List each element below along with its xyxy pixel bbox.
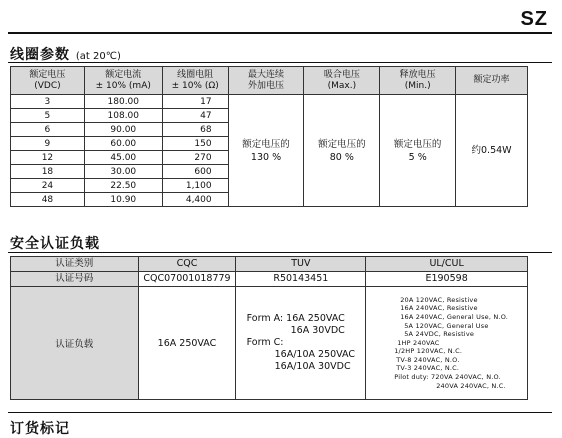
cqc-number: CQC07001018779 [138,272,236,287]
cell-current: 22.50 [84,179,162,193]
cell-resistance: 47 [162,109,228,123]
ul-number: E190598 [366,272,528,287]
cell-resistance: 4,400 [162,193,228,207]
cell-rated-power: 约0.54W [456,95,528,207]
col-header-rated-current: 额定电流 ± 10% (mA) [84,67,162,95]
col-header-cqc: CQC [138,257,236,272]
cert-section-title: 安全认证负载 [10,236,100,252]
col-header-pickup-voltage: 吸合电压 (Max.) [304,67,380,95]
cell-release-voltage: 额定电压的 5 % [380,95,456,207]
col-header-rated-voltage: 额定电压 (VDC) [11,67,85,95]
tuv-load: Form A: 16A 250VAC 16A 30VDC Form C: 16A/10A 250VAC 16A/10A 30VDC [236,287,366,400]
cell-pickup-voltage: 额定电压的 80 % [304,95,380,207]
cell-voltage: 3 [11,95,85,109]
cert-load-row [11,287,528,400]
table-row [11,95,528,109]
col-header-ul-cul: UL/CUL [366,257,528,272]
col-header-coil-resistance: 线圈电阻 ± 10% (Ω) [162,67,228,95]
cell-current: 180.00 [84,95,162,109]
cell-resistance: 150 [162,137,228,151]
cell-resistance: 68 [162,123,228,137]
ordering-section-title: 订货标记 [10,421,70,437]
cell-voltage: 24 [11,179,85,193]
cell-voltage: 9 [11,137,85,151]
coil-header-row [11,67,528,95]
model-code: SZ [520,8,548,30]
certification-table [10,256,528,400]
cell-resistance: 17 [162,95,228,109]
coil-parameters-table [10,66,528,207]
coil-title-text: 线圈参数 [10,47,70,63]
cell-resistance: 270 [162,151,228,165]
cell-voltage: 18 [11,165,85,179]
cell-current: 45.00 [84,151,162,165]
cert-section-divider [8,252,552,253]
ul-load: 20A 120VAC, Resistive 16A 240VAC, Resistive 16A 240VAC, General Use, N.O. 5A 120VAC, General Use 5A 24VDC, Resistive 1HP 240VAC 1/2HP 120VAC, N.C. TV-8 240VAC, N.O. TV-3 240VAC, N.C. Pilot duty: 720VA 240VAC, N.O. 240VA 240VAC, N.C. [366,287,528,400]
cell-current: 60.00 [84,137,162,151]
cqc-load: 16A 250VAC [138,287,236,400]
row-label-cert-type: 认证类别 [11,257,139,272]
cell-voltage: 48 [11,193,85,207]
row-label-cert-number: 认证号码 [11,272,139,287]
tuv-number: R50143451 [236,272,366,287]
cell-current: 30.00 [84,165,162,179]
cell-max-voltage: 额定电压的 130 % [228,95,304,207]
next-section-divider [8,412,552,413]
col-header-rated-power: 额定功率 [456,67,528,95]
col-header-release-voltage: 释放电压 (Min.) [380,67,456,95]
top-divider [8,32,552,34]
cell-resistance: 1,100 [162,179,228,193]
coil-title-condition: (at 20℃) [75,51,121,62]
cell-current: 90.00 [84,123,162,137]
row-label-cert-load: 认证负载 [11,287,139,400]
cell-voltage: 12 [11,151,85,165]
coil-section-title [10,44,121,64]
col-header-tuv: TUV [236,257,366,272]
cert-number-row [11,272,528,287]
cell-current: 10.90 [84,193,162,207]
cell-voltage: 6 [11,123,85,137]
coil-section-divider [8,62,552,63]
cert-type-row [11,257,528,272]
cell-resistance: 600 [162,165,228,179]
col-header-max-voltage: 最大连续 外加电压 [228,67,304,95]
cell-current: 108.00 [84,109,162,123]
cell-voltage: 5 [11,109,85,123]
